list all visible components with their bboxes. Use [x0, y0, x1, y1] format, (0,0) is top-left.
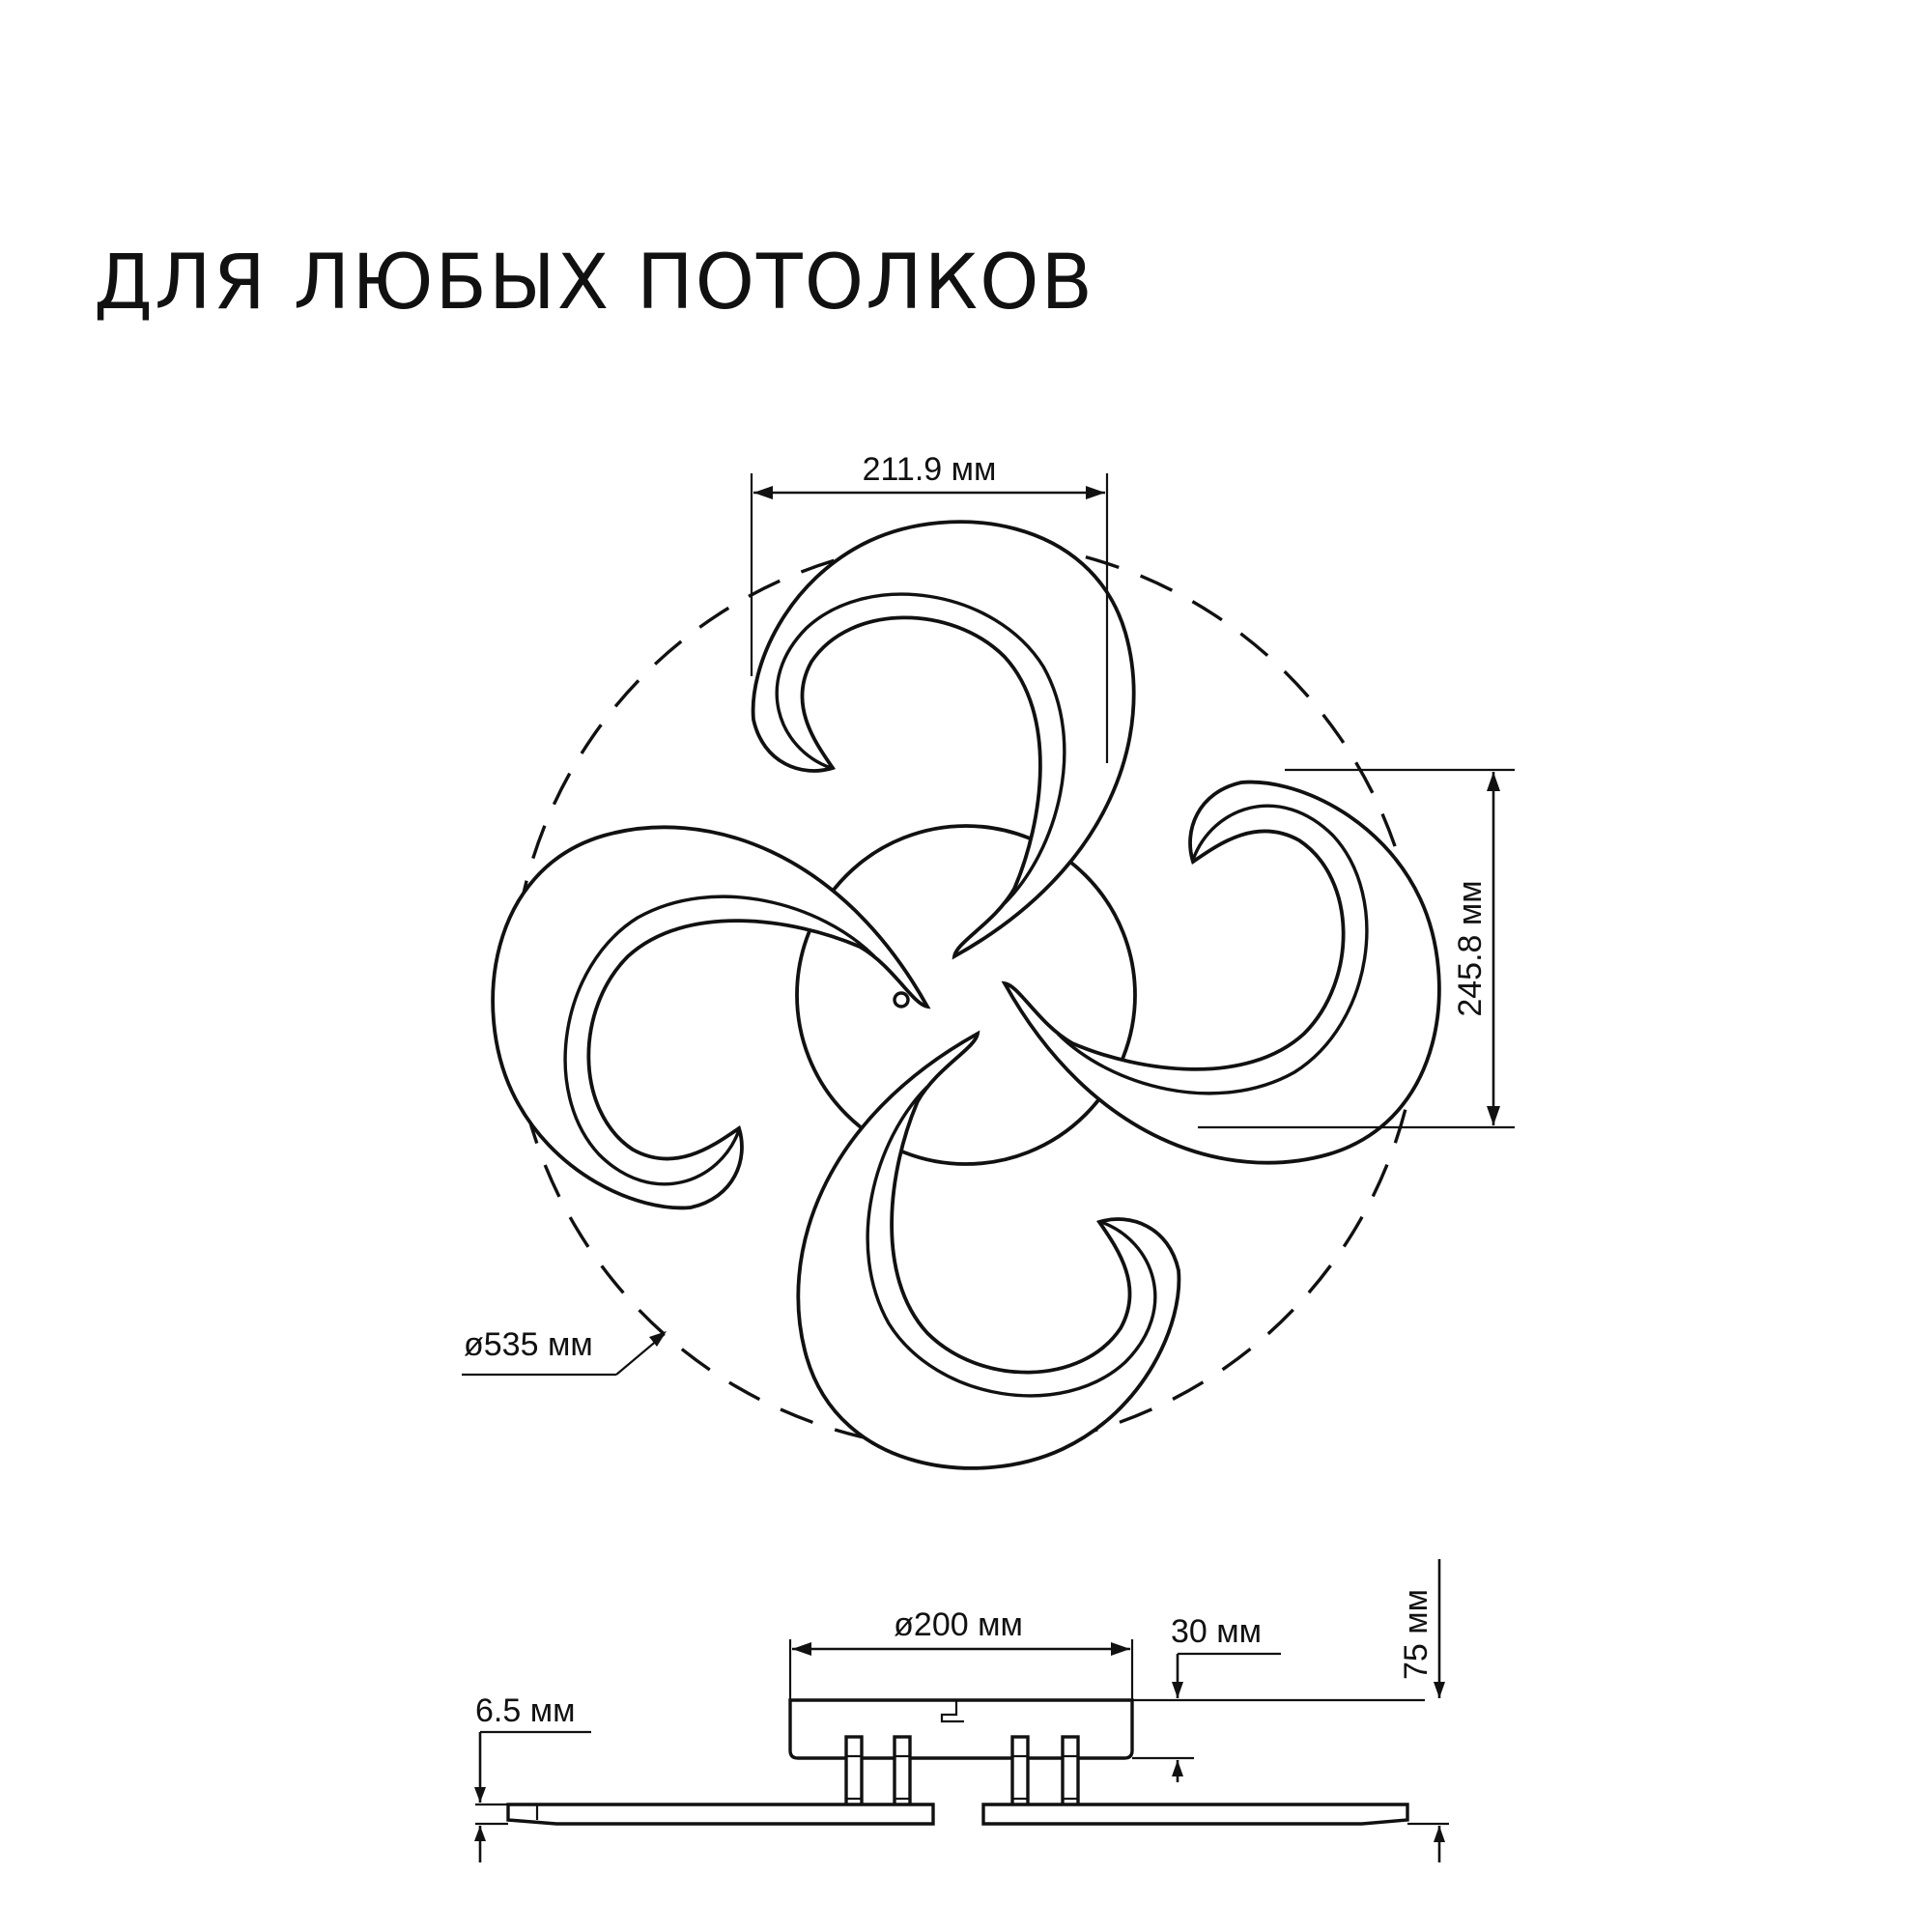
base-diameter-dimension — [790, 1606, 1132, 1700]
base-diameter-label: ø200 мм — [894, 1606, 1023, 1643]
diameter-label: ø535 мм — [464, 1326, 593, 1363]
top-view — [493, 522, 1439, 1468]
light-panel-left — [508, 1804, 933, 1824]
central-base-disk — [797, 826, 1135, 1164]
diameter-callout — [462, 1326, 667, 1375]
height-label: 245.8 мм — [1452, 880, 1489, 1017]
base-height-label: 30 мм — [1171, 1613, 1263, 1650]
base-height-dimension — [1132, 1613, 1425, 1782]
width-label: 211.9 мм — [862, 451, 997, 488]
ceiling-base — [790, 1700, 1132, 1758]
page-title: ДЛЯ ЛЮБЫХ ПОТОЛКОВ — [94, 240, 1095, 327]
panel-thickness-label: 6.5 мм — [475, 1692, 576, 1729]
light-panel-right — [983, 1804, 1407, 1824]
side-view — [508, 1700, 1407, 1824]
panel-thickness-dimension — [474, 1692, 591, 1862]
total-height-label: 75 мм — [1398, 1588, 1435, 1681]
